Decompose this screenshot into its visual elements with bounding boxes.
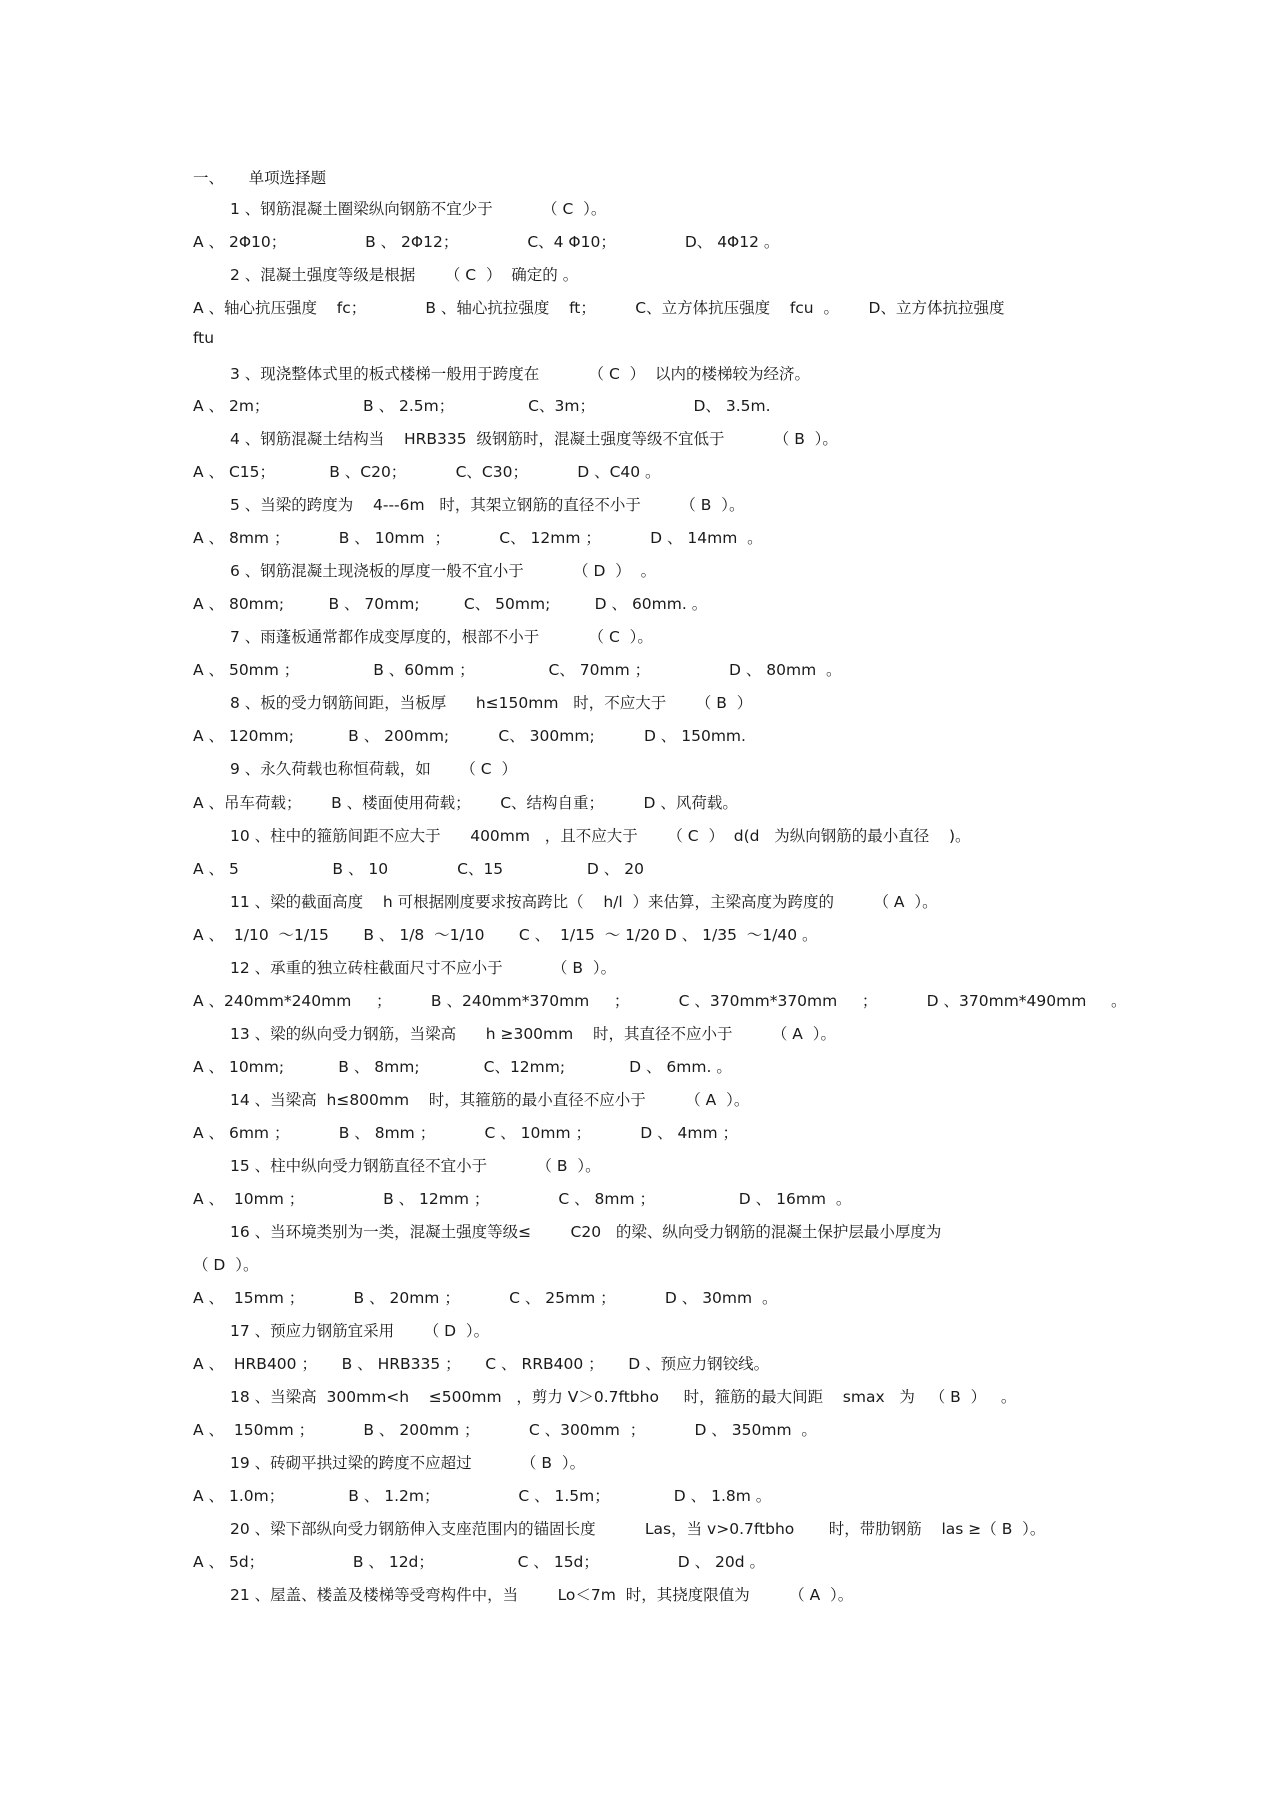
question-5: 5 、当梁的跨度为 4---6m 时，其架立钢筋的直径不小于 （ B ）。	[230, 496, 745, 514]
options-4: A 、 C15； B 、C20； C、C30； D 、C40 。	[193, 463, 661, 481]
options-2: A 、轴心抗压强度 fc； B 、轴心抗拉强度 ft； C、立方体抗压强度 fcu 。 D、立方体抗拉强度	[193, 299, 1005, 317]
question-16-cont: （ D ）。	[193, 1256, 259, 1274]
options-6: A 、 80mm; B 、 70mm; C、 50mm; D 、 60mm. 。	[193, 595, 708, 613]
options-3: A 、 2m； B 、 2.5m； C、3m； D、 3.5m.	[193, 397, 771, 415]
section-title: 一、 单项选择题	[193, 169, 327, 187]
options-17: A 、 HRB400 ； B 、 HRB335 ； C 、 RRB400 ； D 、预应力钢铰线。	[193, 1355, 770, 1373]
question-21: 21 、屋盖、楼盖及楼梯等受弯构件中，当 Lo＜7m 时，其挠度限值为 （ A ）。	[230, 1586, 854, 1604]
options-1: A 、 2Φ10； B 、 2Φ12； C、4 Φ10； D、 4Φ12 。	[193, 233, 780, 251]
options-18: A 、 150mm ； B 、 200mm ； C 、300mm ； D 、 350mm 。	[193, 1421, 817, 1439]
question-6: 6 、钢筋混凝土现浇板的厚度一般不宜小于 （ D ） 。	[230, 562, 657, 580]
question-1: 1 、钢筋混凝土圈梁纵向钢筋不宜少于 （ C ）。	[230, 200, 607, 218]
options-20: A 、 5d； B 、 12d； C 、 15d； D 、 20d 。	[193, 1553, 766, 1571]
question-8: 8 、板的受力钢筋间距，当板厚 h≤150mm 时，不应大于 （ B ）	[230, 694, 753, 712]
options-15: A 、 10mm ； B 、 12mm ； C 、 8mm ； D 、 16mm 。	[193, 1190, 852, 1208]
options-12: A 、240mm*240mm ； B 、240mm*370mm ； C 、370mm*370mm ； D 、370mm*490mm 。	[193, 992, 1127, 1010]
options-9: A 、吊车荷载； B 、楼面使用荷载； C、结构自重； D 、风荷载。	[193, 794, 738, 812]
options-13: A 、 10mm; B 、 8mm; C、12mm; D 、 6mm. 。	[193, 1058, 732, 1076]
question-17: 17 、预应力钢筋宜采用 （ D ）。	[230, 1322, 490, 1340]
question-20: 20 、梁下部纵向受力钢筋伸入支座范围内的锚固长度 Las，当 v>0.7ftbho 时，带肋钢筋 las ≥（ B ）。	[230, 1520, 1046, 1538]
options-8: A 、 120mm; B 、 200mm; C、 300mm; D 、 150mm.	[193, 727, 746, 745]
question-14: 14 、当梁高 h≤800mm 时，其箍筋的最小直径不应小于 （ A ）。	[230, 1091, 750, 1109]
question-16: 16 、当环境类别为一类，混凝土强度等级≤ C20 的梁、纵向受力钢筋的混凝土保护层最小厚度为	[230, 1223, 942, 1241]
question-13: 13 、梁的纵向受力钢筋，当梁高 h ≥300mm 时，其直径不应小于 （ A ）。	[230, 1025, 836, 1043]
question-3: 3 、现浇整体式里的板式楼梯一般用于跨度在 （ C ） 以内的楼梯较为经济。	[230, 365, 811, 383]
question-19: 19 、砖砌平拱过梁的跨度不应超过 （ B ）。	[230, 1454, 586, 1472]
question-11: 11 、梁的截面高度 h 可根据刚度要求按高跨比（ h/l ）来估算，主梁高度为跨度的 （ A ）。	[230, 893, 938, 911]
question-18: 18 、当梁高 300mm<h ≤500mm ，剪力 V＞0.7ftbho 时，箍筋的最大间距 smax 为 （ B ） 。	[230, 1388, 1017, 1406]
question-2: 2 、混凝土强度等级是根据 （ C ） 确定的 。	[230, 266, 579, 284]
options-5: A 、 8mm ； B 、 10mm ； C、 12mm ； D 、 14mm 。	[193, 529, 763, 547]
options-11: A 、 1/10 ～1/15 B 、 1/8 ～1/10 C 、 1/15 ～ 1/20 D 、 1/35 ～1/40 。	[193, 926, 818, 944]
options-14: A 、 6mm ； B 、 8mm ； C 、 10mm ； D 、 4mm ；	[193, 1124, 739, 1142]
options-16: A 、 15mm ； B 、 20mm ； C 、 25mm ； D 、 30mm 。	[193, 1289, 778, 1307]
question-9: 9 、永久荷载也称恒荷载，如 （ C ）	[230, 760, 517, 778]
options-19: A 、 1.0m； B 、 1.2m； C 、 1.5m； D 、 1.8m 。	[193, 1487, 772, 1505]
question-15: 15 、柱中纵向受力钢筋直径不宜小于 （ B ）。	[230, 1157, 601, 1175]
options-2-cont: ftu	[193, 329, 215, 347]
options-10: A 、 5 B 、 10 C、15 D 、 20	[193, 860, 644, 878]
question-4: 4 、钢筋混凝土结构当 HRB335 级钢筋时，混凝土强度等级不宜低于 （ B ）。	[230, 430, 838, 448]
options-7: A 、 50mm ； B 、60mm ； C、 70mm ； D 、 80mm 。	[193, 661, 842, 679]
question-7: 7 、雨蓬板通常都作成变厚度的，根部不小于 （ C ）。	[230, 628, 653, 646]
question-12: 12 、承重的独立砖柱截面尺寸不应小于 （ B ）。	[230, 959, 617, 977]
question-10: 10 、柱中的箍筋间距不应大于 400mm ，且不应大于 （ C ） d(d 为纵向钢筋的最小直径 )。	[230, 827, 971, 845]
